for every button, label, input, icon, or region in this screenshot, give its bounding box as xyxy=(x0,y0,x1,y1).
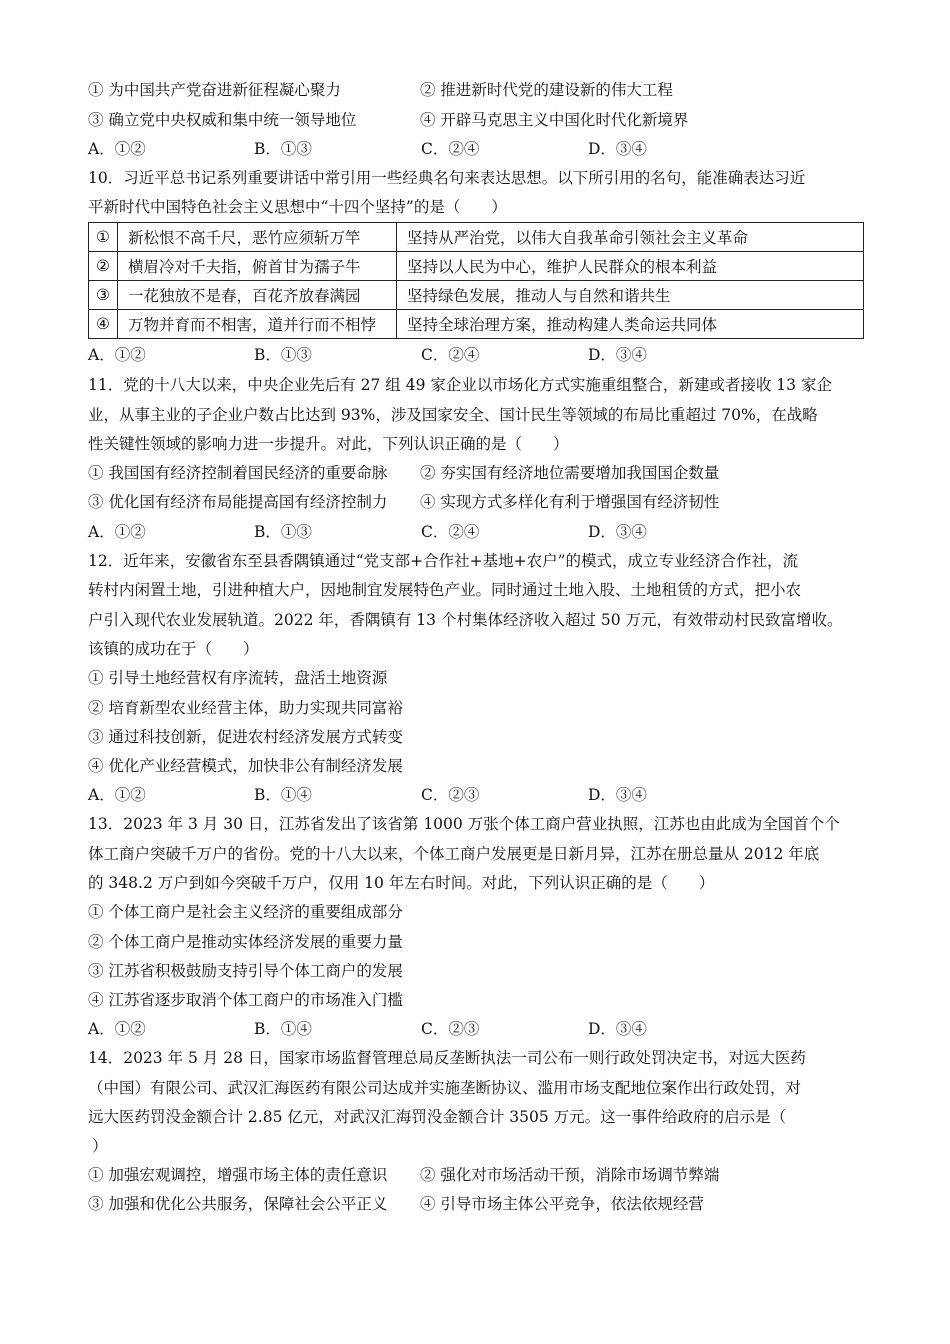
q12-choice-d: D．③④ xyxy=(588,786,647,804)
q9-choice-d: D．③④ xyxy=(588,140,647,158)
table-row xyxy=(89,281,864,310)
q10-row-3-num: ③ xyxy=(89,281,118,310)
q11-stem-line-1: 11．党的十八大以来，中央企业先后有 27 组 49 家企业以市场化方式实施重组整合，新建或者接收 13 家企 xyxy=(88,376,832,394)
q11-option-2: ② 夯实国有经济地位需要增加我国国企数量 xyxy=(420,464,720,482)
q12-option-2: ② 培育新型农业经营主体，助力实现共同富裕 xyxy=(88,699,403,717)
q13-stem-line-2: 体工商户突破千万户的省份。党的十八大以来，个体工商户发展更是日新月异，江苏在册总量从 2012 年底 xyxy=(88,845,820,863)
q9-options-row-2 xyxy=(88,110,689,130)
q11-option-1: ① 我国国有经济控制着国民经济的重要命脉 xyxy=(88,464,388,482)
q10-row-4-num: ④ xyxy=(89,310,118,339)
q12-choice-b: B．①④ xyxy=(254,786,312,804)
q10-row-4-quote: 万物并育而不相害，道并行而不相悖 xyxy=(118,310,397,339)
q10-choice-a: A．①② xyxy=(88,346,146,364)
q13-option-1: ① 个体工商户是社会主义经济的重要组成部分 xyxy=(88,903,403,921)
q14-stem-line-2: （中国）有限公司、武汉汇海医药有限公司达成并实施垄断协议、滥用市场支配地位案作出行政处罚，对 xyxy=(88,1079,802,1097)
q10-row-4-meaning: 坚持全球治理方案，推动构建人类命运共同体 xyxy=(397,310,864,339)
q13-stem-line-3: 的 348.2 万户到如今突破千万户，仅用 10 年左右时间。对此，下列认识正确的是（ ） xyxy=(88,874,715,892)
q11-stem-line-2: 业，从事主业的子企业户数占比达到 93%，涉及国家安全、国计民生等领域的布局比重超过 70%，在战略 xyxy=(88,406,818,424)
q11-choice-d: D．③④ xyxy=(588,523,647,541)
q12-stem-line-2: 转村内闲置土地，引进种植大户，因地制宜发展特色产业。同时通过土地入股、土地租赁的方式，把小农 xyxy=(88,581,802,599)
q13-choice-c: C．②③ xyxy=(421,1020,480,1038)
q14-option-2: ② 强化对市场活动干预，消除市场调节弊端 xyxy=(420,1166,720,1184)
q10-row-2-quote: 横眉冷对千夫指，俯首甘为孺子牛 xyxy=(118,252,397,281)
q10-row-2-meaning: 坚持以人民为中心，维护人民群众的根本利益 xyxy=(397,252,864,281)
q10-stem-line-1: 10．习近平总书记系列重要讲话中常引用一些经典名句来表达思想。以下所引用的名句，能准确表达习近 xyxy=(88,169,806,187)
q12-choice-c: C．②③ xyxy=(421,786,480,804)
q9-options-row-1 xyxy=(88,80,673,100)
q10-choice-b: B．①③ xyxy=(254,346,312,364)
q13-choice-b: B．①④ xyxy=(254,1020,312,1038)
table-row xyxy=(89,223,864,252)
q13-option-2: ② 个体工商户是推动实体经济发展的重要力量 xyxy=(88,933,403,951)
q10-row-2-num: ② xyxy=(89,252,118,281)
q10-choice-c: C．②④ xyxy=(421,346,480,364)
q14-option-1: ① 加强宏观调控，增强市场主体的责任意识 xyxy=(88,1166,388,1184)
table-row xyxy=(89,252,864,281)
q13-stem-line-1: 13．2023 年 3 月 30 日，江苏省发出了该省第 1000 万张个体工商户营业执照，江苏也由此成为全国首个个 xyxy=(88,815,840,833)
q9-option-2: ② 推进新时代党的建设新的伟大工程 xyxy=(420,81,673,99)
q9-option-3: ③ 确立党中央权威和集中统一领导地位 xyxy=(88,111,357,129)
q10-row-1-quote: 新松恨不高千尺，恶竹应须斩万竿 xyxy=(118,223,397,252)
q9-option-4: ④ 开辟马克思主义中国化时代化新境界 xyxy=(420,111,689,129)
q9-option-1: ① 为中国共产党奋进新征程凝心聚力 xyxy=(88,81,341,99)
q11-stem-line-3: 性关键性领域的影响力进一步提升。对此，下列认识正确的是（ ） xyxy=(88,435,569,453)
q14-options-row-2 xyxy=(88,1194,704,1214)
q9-choice-a: A．①② xyxy=(88,140,146,158)
q12-stem-line-4: 该镇的成功在于（ ） xyxy=(88,640,259,658)
q10-row-1-num: ① xyxy=(89,223,118,252)
q14-stem-line-4: ） xyxy=(92,1137,108,1155)
q14-stem-line-3: 远大医药罚没金额合计 2.85 亿元，对武汉汇海罚没金额合计 3505 万元。这一事件给政府的启示是（ xyxy=(88,1108,787,1126)
q9-choice-b: B．①③ xyxy=(254,140,312,158)
q9-choice-c: C．②④ xyxy=(421,140,480,158)
q13-choice-d: D．③④ xyxy=(588,1020,647,1038)
q11-choice-c: C．②④ xyxy=(421,523,480,541)
q11-choice-b: B．①③ xyxy=(254,523,312,541)
q13-choice-a: A．①② xyxy=(88,1020,146,1038)
q11-choice-a: A．①② xyxy=(88,523,146,541)
q14-stem-line-1: 14．2023 年 5 月 28 日，国家市场监督管理总局反垄断执法一司公布一则行政处罚决定书，对远大医药 xyxy=(88,1049,806,1067)
q12-stem-line-3: 户引入现代农业发展轨道。2022 年，香隅镇有 13 个村集体经济收入超过 50 万元，有效带动村民致富增收。 xyxy=(88,611,843,629)
q14-option-3: ③ 加强和优化公共服务，保障社会公平正义 xyxy=(88,1195,388,1213)
q11-option-4: ④ 实现方式多样化有利于增强国有经济韧性 xyxy=(420,493,720,511)
q12-option-3: ③ 通过科技创新，促进农村经济发展方式转变 xyxy=(88,728,403,746)
q10-table xyxy=(88,222,864,339)
q11-options-row-1 xyxy=(88,463,720,483)
q13-option-3: ③ 江苏省积极鼓励支持引导个体工商户的发展 xyxy=(88,962,403,980)
q10-stem-line-2: 平新时代中国特色社会主义思想中“十四个坚持”的是（ ） xyxy=(88,198,507,216)
q10-choice-d: D．③④ xyxy=(588,346,647,364)
table-row xyxy=(89,310,864,339)
q10-row-3-quote: 一花独放不是春，百花齐放春满园 xyxy=(118,281,397,310)
q12-option-1: ① 引导土地经营权有序流转，盘活土地资源 xyxy=(88,669,388,687)
q14-options-row-1 xyxy=(88,1165,720,1185)
q13-option-4: ④ 江苏省逐步取消个体工商户的市场准入门槛 xyxy=(88,991,403,1009)
q12-stem-line-1: 12．近年来，安徽省东至县香隅镇通过“党支部+合作社+基地+农户”的模式，成立专业经济合作社，流 xyxy=(88,552,799,570)
q11-option-3: ③ 优化国有经济布局能提高国有经济控制力 xyxy=(88,493,388,511)
q12-option-4: ④ 优化产业经营模式，加快非公有制经济发展 xyxy=(88,757,403,775)
q11-options-row-2 xyxy=(88,492,720,512)
q10-row-3-meaning: 坚持绿色发展，推动人与自然和谐共生 xyxy=(397,281,864,310)
q10-row-1-meaning: 坚持从严治党，以伟大自我革命引领社会主义革命 xyxy=(397,223,864,252)
q12-choice-a: A．①② xyxy=(88,786,146,804)
q14-option-4: ④ 引导市场主体公平竞争，依法依规经营 xyxy=(420,1195,704,1213)
